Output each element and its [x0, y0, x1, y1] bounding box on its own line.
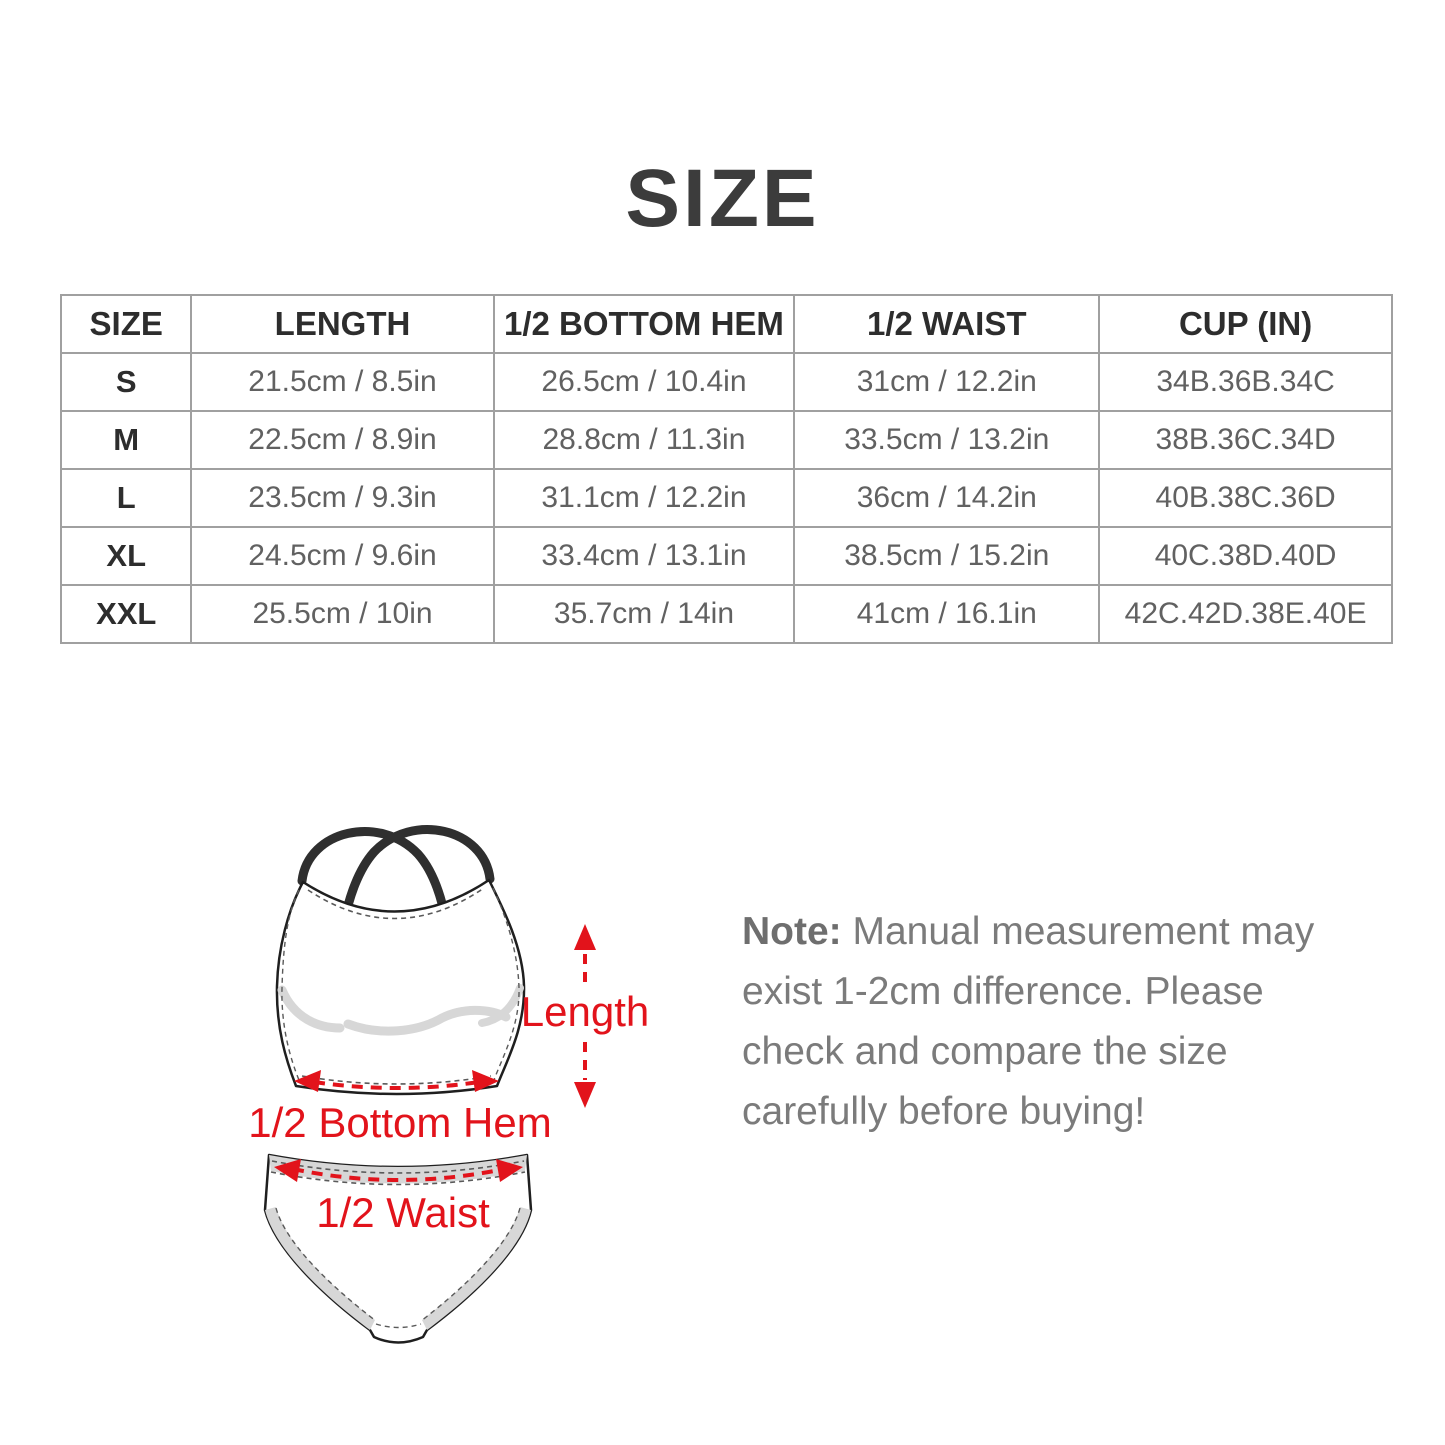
note-line: check and compare the size — [742, 1030, 1228, 1073]
table-cell: S — [61, 353, 191, 411]
table-cell: 34B.36B.34C — [1099, 353, 1392, 411]
table-cell: 40C.38D.40D — [1099, 527, 1392, 585]
table-cell: 25.5cm / 10in — [191, 585, 493, 643]
table-cell: 31.1cm / 12.2in — [494, 469, 795, 527]
garment-measurement-diagram — [190, 818, 670, 1418]
table-row — [61, 585, 1392, 643]
table-cell: 26.5cm / 10.4in — [494, 353, 795, 411]
note-line: exist 1-2cm difference. Please — [742, 970, 1264, 1013]
table-row — [61, 353, 1392, 411]
table-cell: 38.5cm / 15.2in — [794, 527, 1099, 585]
table-row — [61, 469, 1392, 527]
bottom-hem-label: 1/2 Bottom Hem — [248, 1099, 552, 1146]
bikini-top-sketch — [277, 830, 524, 1094]
note-label: Note: — [742, 910, 842, 953]
table-cell: M — [61, 411, 191, 469]
table-cell: 38B.36C.34D — [1099, 411, 1392, 469]
note-line: carefully before buying! — [742, 1090, 1146, 1133]
table-row — [61, 411, 1392, 469]
table-cell: 35.7cm / 14in — [494, 585, 795, 643]
column-header-size: SIZE — [61, 295, 191, 353]
table-cell: 31cm / 12.2in — [794, 353, 1099, 411]
top-body-outline — [277, 880, 524, 1094]
size-table — [60, 294, 1393, 644]
table-cell: 28.8cm / 11.3in — [494, 411, 795, 469]
table-cell: 33.5cm / 13.2in — [794, 411, 1099, 469]
table-cell: 33.4cm / 13.1in — [494, 527, 795, 585]
table-cell: 24.5cm / 9.6in — [191, 527, 493, 585]
column-header-waist: 1/2 WAIST — [794, 295, 1099, 353]
note-block — [742, 902, 1322, 1142]
table-cell: 41cm / 16.1in — [794, 585, 1099, 643]
table-cell: 42C.42D.38E.40E — [1099, 585, 1392, 643]
bikini-bottom-sketch — [265, 1155, 531, 1343]
table-header-row — [61, 295, 1392, 353]
table-cell: XL — [61, 527, 191, 585]
table-row — [61, 527, 1392, 585]
length-label: Length — [520, 988, 650, 1035]
table-cell: 36cm / 14.2in — [794, 469, 1099, 527]
arrowhead-up-icon — [574, 924, 596, 950]
arrowhead-down-icon — [574, 1082, 596, 1108]
page-title: SIZE — [625, 153, 820, 244]
note-line: Note: Manual measurement may — [742, 910, 1315, 953]
table-cell: L — [61, 469, 191, 527]
table-cell: XXL — [61, 585, 191, 643]
table-cell: 21.5cm / 8.5in — [191, 353, 493, 411]
column-header-bottom-hem: 1/2 BOTTOM HEM — [494, 295, 795, 353]
table-cell: 23.5cm / 9.3in — [191, 469, 493, 527]
column-header-length: LENGTH — [191, 295, 493, 353]
column-header-cup: CUP (IN) — [1099, 295, 1392, 353]
waist-label: 1/2 Waist — [316, 1189, 490, 1236]
table-cell: 22.5cm / 8.9in — [191, 411, 493, 469]
table-cell: 40B.38C.36D — [1099, 469, 1392, 527]
